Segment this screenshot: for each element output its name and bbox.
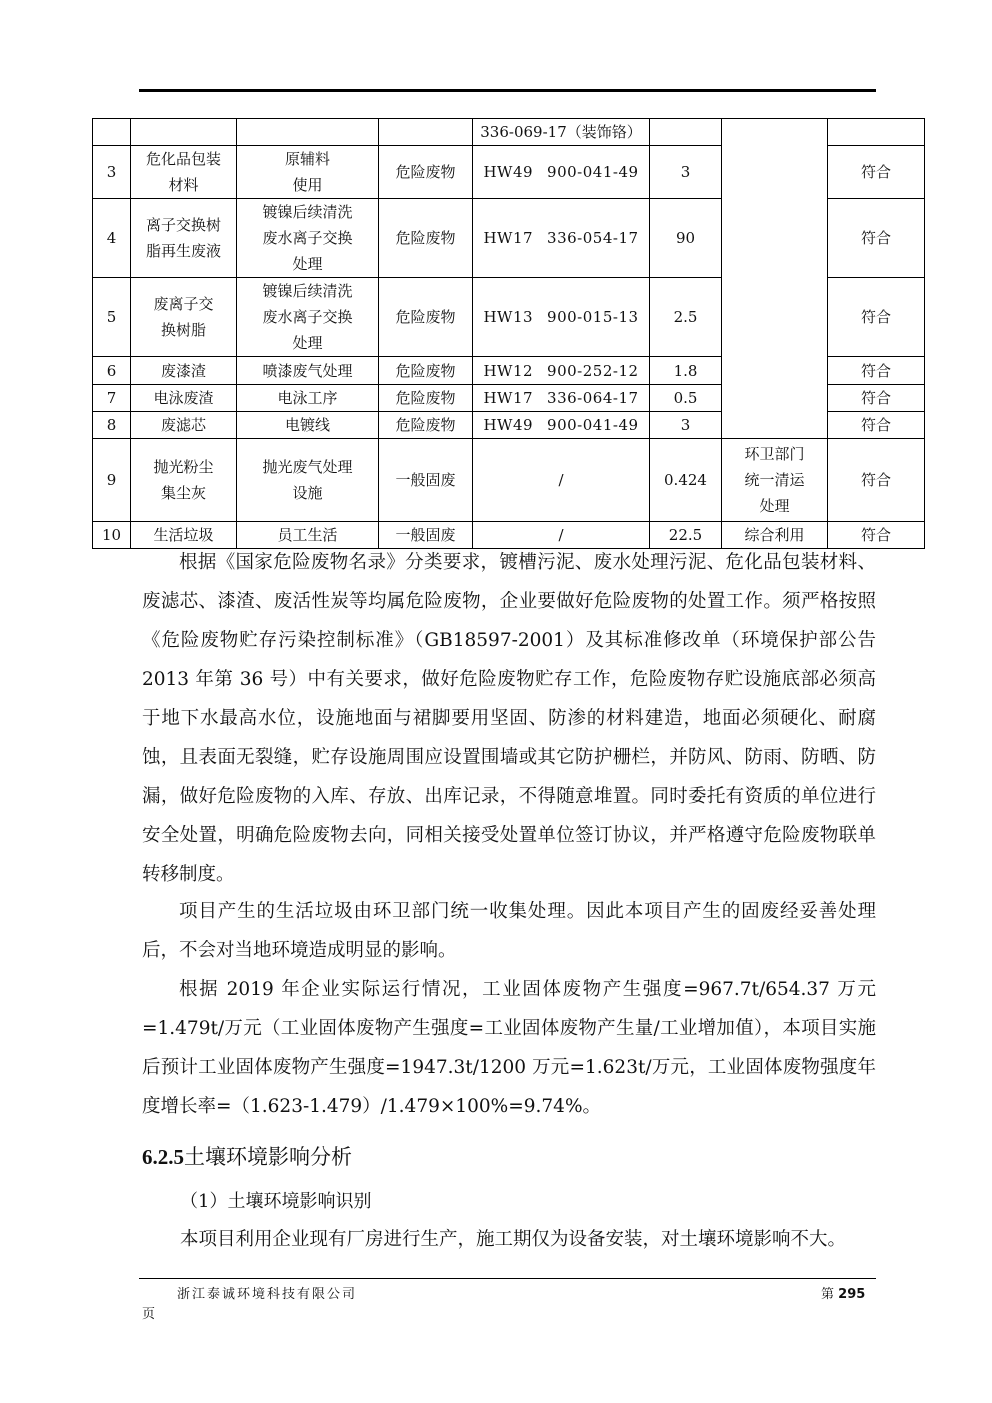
cell-no: 10 <box>93 522 131 549</box>
footer-company: 浙江泰诚环境科技有限公司 <box>177 1287 358 1302</box>
cell-name: 废漆渣 <box>131 357 237 385</box>
cell-code: 336-069-17（装饰铬） <box>473 119 650 146</box>
subsection-heading: （1）土壤环境影响识别 <box>180 1191 372 1212</box>
cell-result: 符合 <box>828 439 925 522</box>
cell-amount: 1.8 <box>650 357 722 385</box>
cell-code: / <box>473 439 650 522</box>
body-paragraph-4: 本项目利用企业现有厂房进行生产，施工期仅为设备安装，对土壤环境影响不大。 <box>180 1229 847 1250</box>
cell-type: 危险废物 <box>379 357 473 385</box>
cell-code: HW17 336-054-17 <box>473 199 650 278</box>
cell-type: 危险废物 <box>379 412 473 439</box>
cell-result: 符合 <box>828 357 925 385</box>
cell-code: / <box>473 522 650 549</box>
cell-result: 符合 <box>828 385 925 412</box>
cell-no: 5 <box>93 278 131 357</box>
cell-name: 电泳废渣 <box>131 385 237 412</box>
cell-no: 6 <box>93 357 131 385</box>
cell-source: 抛光废气处理 设施 <box>237 439 379 522</box>
cell-source: 喷漆废气处理 <box>237 357 379 385</box>
cell-source: 镀镍后续清洗 废水离子交换 处理 <box>237 278 379 357</box>
body-paragraph-2: 项目产生的生活垃圾由环卫部门统一收集处理。因此本项目产生的固废经妥善处理后，不会对当地环境造成明显的影响。 <box>142 901 876 961</box>
cell-type: 危险废物 <box>379 278 473 357</box>
cell-code: HW49 900-041-49 <box>473 412 650 439</box>
cell-source: 电镀线 <box>237 412 379 439</box>
cell-source: 镀镍后续清洗 废水离子交换 处理 <box>237 199 379 278</box>
body-paragraph-3: 根据 2019 年企业实际运行情况，工业固体废物产生强度=967.7t/654.37 万元=1.479t/万元（工业固体废物产生强度=工业固体废物产生量/工业增加值），本项目实施后预计工业固体废物产生强度=1947.3t/1200 万元=1.623t/万元，工业固体废物强度年度增长率=（1.623-1.479）/1.479×100%=9.74%。 <box>142 979 876 1117</box>
cell-code: HW12 900-252-12 <box>473 357 650 385</box>
cell-no: 8 <box>93 412 131 439</box>
cell-result: 符合 <box>828 278 925 357</box>
cell-code: HW13 900-015-13 <box>473 278 650 357</box>
cell-amount: 0.5 <box>650 385 722 412</box>
cell-type: 危险废物 <box>379 199 473 278</box>
cell-result: 符合 <box>828 146 925 199</box>
cell-no: 9 <box>93 439 131 522</box>
cell-name: 生活垃圾 <box>131 522 237 549</box>
cell-type: 危险废物 <box>379 385 473 412</box>
table-row <box>93 119 925 146</box>
cell-name: 废离子交 换树脂 <box>131 278 237 357</box>
cell-name: 抛光粉尘 集尘灰 <box>131 439 237 522</box>
cell-name: 废滤芯 <box>131 412 237 439</box>
body-paragraph-1: 根据《国家危险废物名录》分类要求，镀槽污泥、废水处理污泥、危化品包装材料、废滤芯、漆渣、废活性炭等均属危险废物，企业要做好危险废物的处置工作。须严格按照《危险废物贮存污染控制标准》（GB18597-2001）及其标准修改单（环境保护部公告 2013 年第 36 号）中有关要求，做好危险废物贮存工作，危险废物存贮设施底部必须高于地下水最高水位，设施地面与裙脚要用坚固、防渗的材料建造，地面必须硬化、耐腐蚀，且表面无裂缝，贮存设施周围应设置围墙或其它防护栅栏，并防风、防雨、防晒、防漏，做好危险废物的入库、存放、出库记录，不得随意堆置。同时委托有资质的单位进行安全处置，明确危险废物去向，同相关接受处置单位签订协议，并严格遵守危险废物联单转移制度。 <box>142 552 876 885</box>
footer-page-number: 第 295 <box>821 1287 866 1302</box>
cell-source: 原辅料 使用 <box>237 146 379 199</box>
cell-code: HW17 336-064-17 <box>473 385 650 412</box>
cell-disposal: 综合利用 <box>722 522 828 549</box>
table-row <box>93 439 925 522</box>
cell-name: 离子交换树 脂再生废液 <box>131 199 237 278</box>
cell-disposal-merged <box>722 119 828 439</box>
section-heading: 6.2.5土壤环境影响分析 <box>142 1145 352 1169</box>
cell-amount: 0.424 <box>650 439 722 522</box>
cell-no: 3 <box>93 146 131 199</box>
cell-result: 符合 <box>828 199 925 278</box>
cell-amount: 3 <box>650 146 722 199</box>
cell-type: 一般固废 <box>379 439 473 522</box>
cell-source: 电泳工序 <box>237 385 379 412</box>
cell-name: 危化品包装 材料 <box>131 146 237 199</box>
cell-no: 4 <box>93 199 131 278</box>
cell-no: 7 <box>93 385 131 412</box>
header-rule <box>139 89 876 92</box>
cell-amount: 3 <box>650 412 722 439</box>
cell-disposal: 环卫部门 统一清运 处理 <box>722 439 828 522</box>
cell-code: HW49 900-041-49 <box>473 146 650 199</box>
cell-amount: 2.5 <box>650 278 722 357</box>
cell-source: 员工生活 <box>237 522 379 549</box>
cell-type: 一般固废 <box>379 522 473 549</box>
cell-amount: 90 <box>650 199 722 278</box>
footer-rule <box>139 1278 876 1279</box>
cell-amount: 22.5 <box>650 522 722 549</box>
footer-page-suffix: 页 <box>142 1307 156 1322</box>
waste-table <box>92 118 925 549</box>
cell-type: 危险废物 <box>379 146 473 199</box>
cell-result: 符合 <box>828 522 925 549</box>
cell-result: 符合 <box>828 412 925 439</box>
